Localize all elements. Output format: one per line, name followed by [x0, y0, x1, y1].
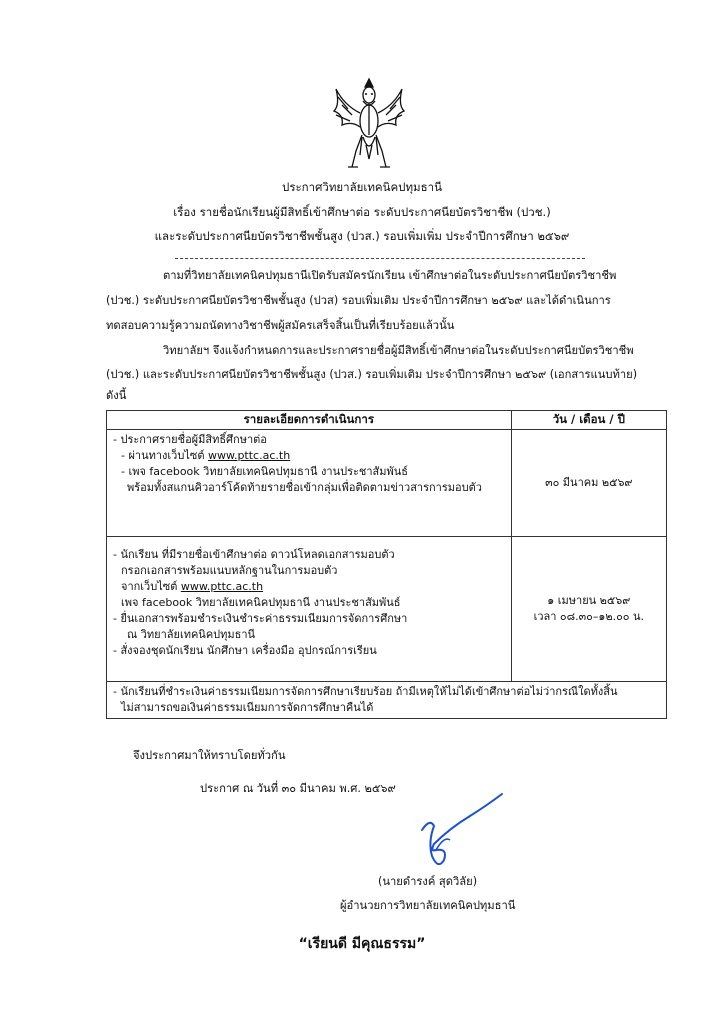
table-row	[107, 537, 667, 682]
subject-line-2: และระดับประกาศนียบัตรวิชาชีพชั้นสูง (ปวส.) รอบเพิ่มเพิ่ม ประจำปีการศึกษา ๒๕๖๙	[154, 229, 570, 243]
note-line-2: ไม่สามารถขอเงินค่าธรรมเนียมการจัดการศึกษาคืนได้	[121, 701, 374, 714]
row1-line-1: - ประกาศรายชื่อผู้มีสิทธิ์ศึกษาต่อ	[113, 433, 267, 446]
row2-line-4: เพจ facebook วิทยาลัยเทคนิคปทุมธานี งานประชาสัมพันธ์	[121, 596, 401, 609]
row2-line-1: - นักเรียน ที่มีรายชื่อเข้าศึกษาต่อ ดาวน์โหลดเอกสารมอบตัว	[113, 548, 395, 561]
website-link[interactable]: www.pttc.ac.th	[207, 449, 291, 462]
header-detail: รายละเอียดการดำเนินการ	[107, 411, 512, 430]
row2-date-time: เวลา ๐๘.๓๐–๑๒.๐๐ น.	[533, 610, 645, 623]
row1-date: ๓๐ มีนาคม ๒๕๖๙	[511, 430, 666, 537]
row1-line-3: - เพจ facebook วิทยาลัยเทคนิคปทุมธานี งานประชาสัมพันธ์	[121, 465, 408, 478]
note-cell	[107, 682, 667, 719]
schedule-table	[106, 410, 667, 719]
table-row	[107, 430, 667, 537]
row2-detail	[107, 537, 512, 682]
row1-line-2: - ผ่านทางเว็บไซต์ www.pttc.ac.th	[121, 449, 291, 462]
note-line-1: - นักเรียนที่ชำระเงินค่าธรรมเนียมการจัดการศึกษาเรียบร้อย ถ้ามีเหตุให้ไม่ได้เข้าศึกษาต่อไม่ว่ากรณีใดทั้งสิ้น	[113, 685, 618, 698]
row1-detail	[107, 430, 512, 537]
signature-icon	[410, 790, 510, 875]
issuer-title: ประกาศวิทยาลัยเทคนิคปทุมธานี	[282, 180, 442, 194]
header-divider	[175, 258, 585, 259]
row2-line-3: จากเว็บไซต์ www.pttc.ac.th	[121, 580, 264, 593]
table-header-row	[107, 411, 667, 430]
signer-title: ผู้อำนวยการวิทยาลัยเทคนิคปทุมธานี	[340, 899, 516, 912]
row2-date	[511, 537, 666, 682]
paragraph-2-line-1: วิทยาลัยฯ จึงแจ้งกำหนดการและประกาศรายชื่อผู้มีสิทธิ์เข้าศึกษาต่อในระดับประกาศนียบัตรวิชาชีพ	[163, 344, 634, 357]
paragraph-1-line-2: (ปวช.) ระดับประกาศนียบัตรวิชาชีพชั้นสูง (ปวส) รอบเพิ่มเติม ประจำปีการศึกษา ๒๕๖๙ และได้ดำเนินการ	[106, 294, 611, 307]
row2-line-2: กรอกเอกสารพร้อมแนบหลักฐานในการมอบตัว	[121, 564, 338, 577]
closing-notice: จึงประกาศมาให้ทราบโดยทั่วกัน	[133, 749, 286, 762]
announcement-date: ประกาศ ณ วันที่ ๓๐ มีนาคม พ.ศ. ๒๕๖๙	[200, 782, 396, 795]
motto: “เรียนดี มีคุณธรรม”	[298, 936, 426, 952]
website-link[interactable]: www.pttc.ac.th	[180, 580, 264, 593]
paragraph-2-line-3: ดังนี้	[106, 389, 127, 402]
paragraph-1-line-3: ทดสอบความรู้ความถนัดทางวิชาชีพผู้สมัครเสร็จสิ้นเป็นที่เรียบร้อยแล้วนั้น	[106, 319, 455, 332]
paragraph-1-line-1: ตามที่วิทยาลัยเทคนิคปทุมธานีเปิดรับสมัครนักเรียน เข้าศึกษาต่อในระดับประกาศนียบัตรวิชาชีพ	[163, 269, 617, 282]
signer-name: (นายดำรงค์ สุดวิลัย)	[378, 875, 478, 888]
subject-line-1: เรื่อง รายชื่อนักเรียนผู้มีสิทธิ์เข้าศึกษาต่อ ระดับประกาศนียบัตรวิชาชีพ (ปวช.)	[173, 205, 551, 219]
header-date: วัน / เดือน / ปี	[511, 411, 666, 430]
row2-line-6: ณ วิทยาลัยเทคนิคปทุมธานี	[127, 628, 256, 641]
paragraph-2-line-2: (ปวช.) และระดับประกาศนียบัตรวิชาชีพชั้นสูง (ปวส.) รอบเพิ่มเติม ประจำปีการศึกษา ๒๕๖๙ (เอกสารแนบท้าย)	[106, 368, 638, 381]
garuda-emblem-icon	[330, 75, 408, 175]
row2-line-7: - สั่งจองชุดนักเรียน นักศึกษา เครื่องมือ อุปกรณ์การเรียน	[113, 644, 377, 657]
table-note-row	[107, 682, 667, 719]
row2-line-5: - ยื่นเอกสารพร้อมชำระเงินชำระค่าธรรมเนียมการจัดการศึกษา	[113, 612, 408, 625]
row2-date-day: ๑ เมษายน ๒๕๖๙	[547, 594, 631, 607]
row1-line-4: พร้อมทั้งสแกนคิวอาร์โค้ดท้ายรายชื่อเข้ากลุ่มเพื่อติดตามข่าวสารการมอบตัว	[127, 481, 482, 494]
